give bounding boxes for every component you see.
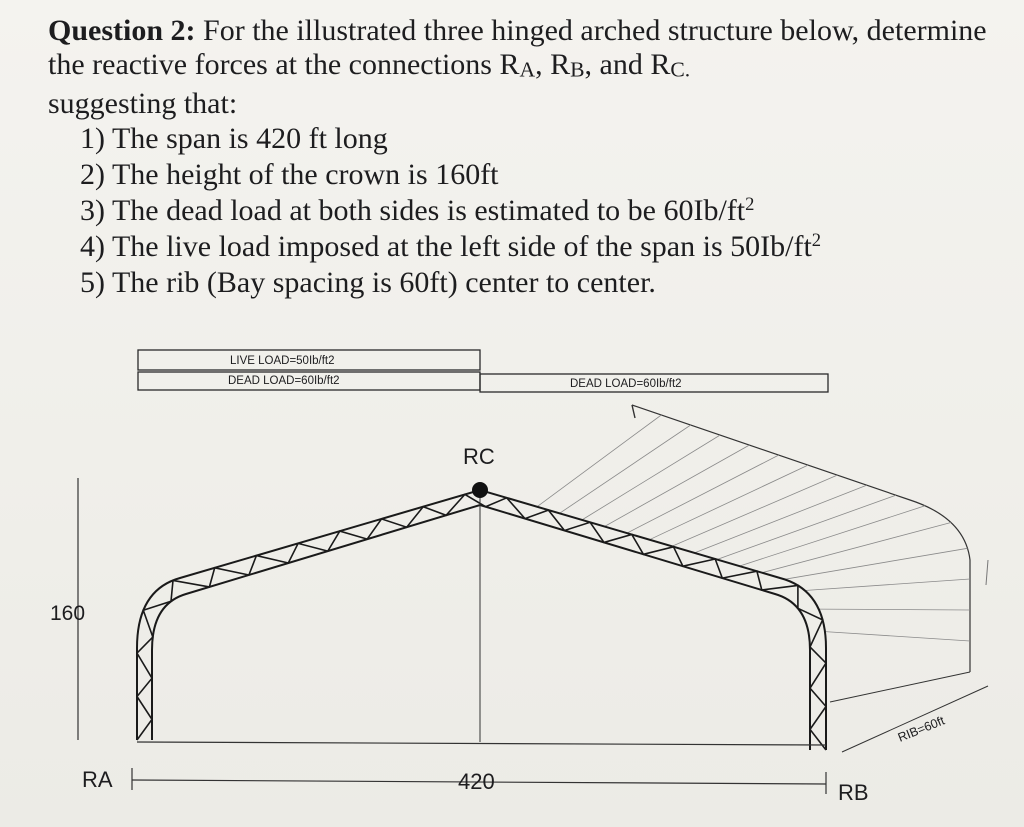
crown-hinge [472, 482, 488, 498]
roof-hatching [537, 415, 970, 641]
hatch-line [819, 609, 970, 610]
question-intro: For the illustrated three hinged arched structure below, determine the reactive forces at the connections R [48, 14, 987, 81]
crown-label: RC [463, 444, 495, 469]
dead-load-right-label: DEAD LOAD=60Ib/ft2 [570, 378, 682, 390]
hatch-line [695, 485, 867, 553]
truss-lattice [137, 494, 826, 750]
hatch-line [672, 475, 837, 546]
roof-shell [537, 405, 988, 702]
rib-dimension-line [842, 686, 988, 752]
hatch-line [825, 632, 970, 641]
ground-line [137, 742, 826, 745]
hatch-line [537, 415, 661, 507]
list-item: 1) The span is 420 ft long [80, 121, 388, 155]
hatch-line [739, 506, 925, 566]
arch-frame [137, 490, 826, 750]
hatch-line [582, 435, 720, 520]
list-item: 5) The rib (Bay spacing is 60ft) center to center. [80, 265, 656, 299]
live-load-label: LIVE LOAD=50Ib/ft2 [230, 355, 335, 367]
right-support-label: RB [838, 780, 869, 805]
span-label: 420 [458, 769, 495, 794]
hatch-line [762, 523, 951, 573]
truss-web [137, 494, 826, 750]
hatch-line [805, 579, 970, 591]
hatch-line [605, 445, 750, 526]
question-text: Question 2: For the illustrated three hinged arched structure below, determine the reactive forces at the connections RA, RB, and RC. suggesting that: 1) The span is 420 ft long 2) The height of the crown is 160ft 3) The dead load at both sides is estimated to be $60Ib/ft^2$ 4) The live load imposed at the left side of the span is $50Ib/ft^2$ 5) The rib (Bay spacing is 60ft) center to center. [48, 14, 998, 301]
question-label: Question 2: [48, 14, 196, 47]
hatch-line [784, 548, 967, 579]
dead-load-left-label: DEAD LOAD=60Ib/ft2 [228, 375, 340, 387]
list-item: 2) The height of the crown is 160ft [80, 157, 499, 191]
hatch-line [650, 465, 809, 540]
height-label: 160 [50, 602, 86, 625]
rib-label: RIB=60ft [895, 713, 947, 745]
list-item: 4) The live load imposed at the left side of the span is $50Ib/ft^2$ [80, 229, 822, 263]
hatch-line [627, 455, 779, 533]
hatch-line [560, 425, 691, 513]
hatch-line [717, 495, 896, 559]
list-item: 3) The dead load at both sides is estimated to be $60Ib/ft^2$ [80, 193, 755, 227]
left-support-label: RA [82, 767, 113, 792]
